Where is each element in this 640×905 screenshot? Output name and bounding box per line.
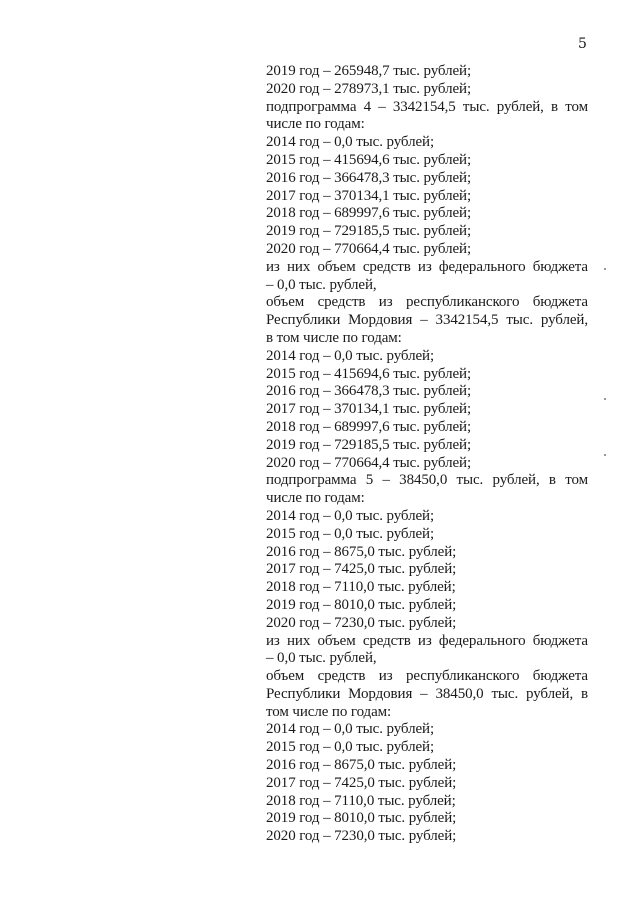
text-line: 2018 год – 7110,0 тыс. рублей; <box>266 579 456 596</box>
scan-speck <box>604 398 606 400</box>
text-line: том числе по годам: <box>266 703 392 720</box>
document-body <box>266 63 588 846</box>
scan-speck <box>604 454 606 456</box>
text-line: объем средств из республиканского бюджета <box>266 668 588 685</box>
text-line: 2016 год – 8675,0 тыс. рублей; <box>266 543 457 560</box>
text-line: 2016 год – 8675,0 тыс. рублей; <box>266 757 457 774</box>
text-line: 2018 год – 7110,0 тыс. рублей; <box>266 792 456 809</box>
text-line: 2016 год – 366478,3 тыс. рублей; <box>266 169 472 186</box>
text-line: – 0,0 тыс. рублей, <box>266 276 377 293</box>
text-line: подпрограмма 4 – 3342154,5 тыс. рублей, в том <box>266 98 588 115</box>
text-line: – 0,0 тыс. рублей, <box>266 650 377 667</box>
text-line: 2014 год – 0,0 тыс. рублей; <box>266 721 435 738</box>
text-line: объем средств из республиканского бюджета <box>266 294 588 311</box>
text-line: 2018 год – 689997,6 тыс. рублей; <box>266 205 472 222</box>
text-line: 2017 год – 370134,1 тыс. рублей; <box>266 401 472 418</box>
text-line: 2020 год – 770664,4 тыс. рублей; <box>266 240 472 257</box>
text-line: Республики Мордовия – 38450,0 тыс. рублей, в <box>266 685 588 702</box>
text-line: 2014 год – 0,0 тыс. рублей; <box>266 134 435 151</box>
text-line: 2019 год – 729185,5 тыс. рублей; <box>266 223 472 240</box>
text-line: 2014 год – 0,0 тыс. рублей; <box>266 347 435 364</box>
scan-speck <box>604 268 606 270</box>
text-line: Республики Мордовия – 3342154,5 тыс. рублей, <box>266 312 588 329</box>
text-line: 2018 год – 689997,6 тыс. рублей; <box>266 418 472 435</box>
text-line: 2019 год – 8010,0 тыс. рублей; <box>266 810 457 827</box>
text-line: 2019 год – 8010,0 тыс. рублей; <box>266 596 457 613</box>
text-line: из них объем средств из федерального бюджета <box>266 258 588 275</box>
text-line: 2016 год – 366478,3 тыс. рублей; <box>266 383 472 400</box>
text-line: 2020 год – 770664,4 тыс. рублей; <box>266 454 472 471</box>
text-line: 2015 год – 415694,6 тыс. рублей; <box>266 365 472 382</box>
text-line: из них объем средств из федерального бюджета <box>266 632 588 649</box>
text-line: числе по годам: <box>266 490 365 507</box>
text-line: 2019 год – 265948,7 тыс. рублей; <box>266 63 472 79</box>
text-line: 2020 год – 7230,0 тыс. рублей; <box>266 828 457 845</box>
page-number: 5 <box>578 36 587 52</box>
text-line: 2017 год – 7425,0 тыс. рублей; <box>266 561 457 578</box>
text-line: 2015 год – 415694,6 тыс. рублей; <box>266 151 472 168</box>
text-line: 2014 год – 0,0 тыс. рублей; <box>266 507 435 524</box>
text-line: 2015 год – 0,0 тыс. рублей; <box>266 739 435 756</box>
text-line: 2015 год – 0,0 тыс. рублей; <box>266 525 435 542</box>
text-line: 2020 год – 7230,0 тыс. рублей; <box>266 614 457 631</box>
text-line: числе по годам: <box>266 116 365 133</box>
text-line: 2017 год – 7425,0 тыс. рублей; <box>266 774 457 791</box>
text-line: 2020 год – 278973,1 тыс. рублей; <box>266 80 472 97</box>
text-line: подпрограмма 5 – 38450,0 тыс. рублей, в том <box>266 472 588 489</box>
text-line: 2017 год – 370134,1 тыс. рублей; <box>266 187 472 204</box>
text-line: 2019 год – 729185,5 тыс. рублей; <box>266 436 472 453</box>
text-line: в том числе по годам: <box>266 329 402 346</box>
